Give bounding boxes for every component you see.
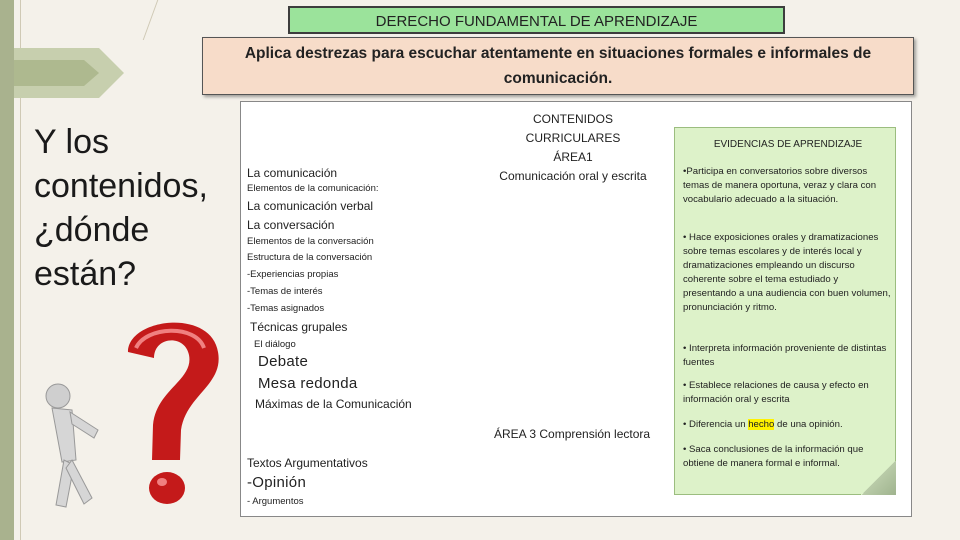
arrow-decoration-icon: [14, 38, 129, 108]
page-curl-corner: [861, 461, 896, 495]
question-mark-icon: [128, 323, 219, 504]
highlighted-word: hecho: [748, 419, 775, 430]
content-item: Textos Argumentativos: [247, 456, 368, 470]
content-item: -Experiencias propias: [247, 269, 339, 280]
content-item: Técnicas grupales: [250, 320, 348, 334]
content-item: La conversación: [247, 218, 335, 232]
decorative-line: [143, 0, 159, 40]
evidence-title: EVIDENCIAS DE APRENDIZAJE: [713, 139, 863, 150]
content-item: Estructura de la conversación: [247, 252, 373, 263]
content-item: -Opinión: [247, 474, 307, 491]
competency-statement: Aplica destrezas para escuchar atentamente en situaciones formales e informales de comunicación.: [202, 37, 914, 95]
content-item: ÁREA 3 Comprensión lectora: [494, 427, 651, 441]
content-item: Mesa redonda: [258, 375, 358, 392]
content-item: La comunicación: [247, 166, 338, 180]
evidence-text: • Diferencia un: [683, 419, 749, 430]
left-decorative-bar: [0, 0, 14, 540]
evidence-item: • Interpreta información proveniente de distintas fuentes: [683, 343, 887, 368]
content-item: - Argumentos: [247, 496, 304, 507]
contents-header-line: Comunicación oral y escrita: [499, 169, 647, 183]
contents-header-line: ÁREA1: [553, 150, 593, 164]
content-item: La comunicación verbal: [247, 199, 374, 213]
side-question: Y los contenidos, ¿dónde están?: [34, 123, 208, 293]
page-title: DERECHO FUNDAMENTAL DE APRENDIZAJE: [288, 6, 785, 34]
evidence-panel: [674, 127, 896, 495]
content-item: Máximas de la Comunicación: [255, 397, 412, 411]
evidence-item: •Participa en conversatorios sobre diversos temas de manera oportuna, veraz y clara con vocabulario adecuado a la situación.: [683, 166, 877, 205]
contents-header-line: CONTENIDOS CURRICULARES: [525, 112, 621, 145]
content-item: -Temas asignados: [247, 303, 325, 314]
evidence-item: • Hace exposiciones orales y dramatizaciones sobre temas escolares y de interés local y dramatizaciones empleando un discurso coherente sobre el tema estudiado y presentando a una audiencia con buen volumen, pronunciación y ritmo.: [683, 232, 891, 313]
thinking-figure-icon: [46, 384, 98, 507]
contents-header: [487, 110, 659, 186]
content-panel: [240, 101, 912, 517]
evidence-item: [683, 418, 891, 432]
content-item: Elementos de la conversación: [247, 236, 374, 247]
question-mark-figure: [36, 300, 236, 535]
content-item: -Temas de interés: [247, 286, 323, 297]
content-item: Debate: [258, 353, 309, 370]
evidence-text: de una opinión.: [774, 419, 843, 430]
evidence-item: • Saca conclusiones de la información que obtiene de manera formal e informal.: [683, 444, 864, 469]
content-item: El diálogo: [254, 339, 296, 350]
evidence-item: • Establece relaciones de causa y efecto en información oral y escrita: [683, 380, 869, 405]
content-item: Elementos de la comunicación:: [247, 183, 379, 194]
